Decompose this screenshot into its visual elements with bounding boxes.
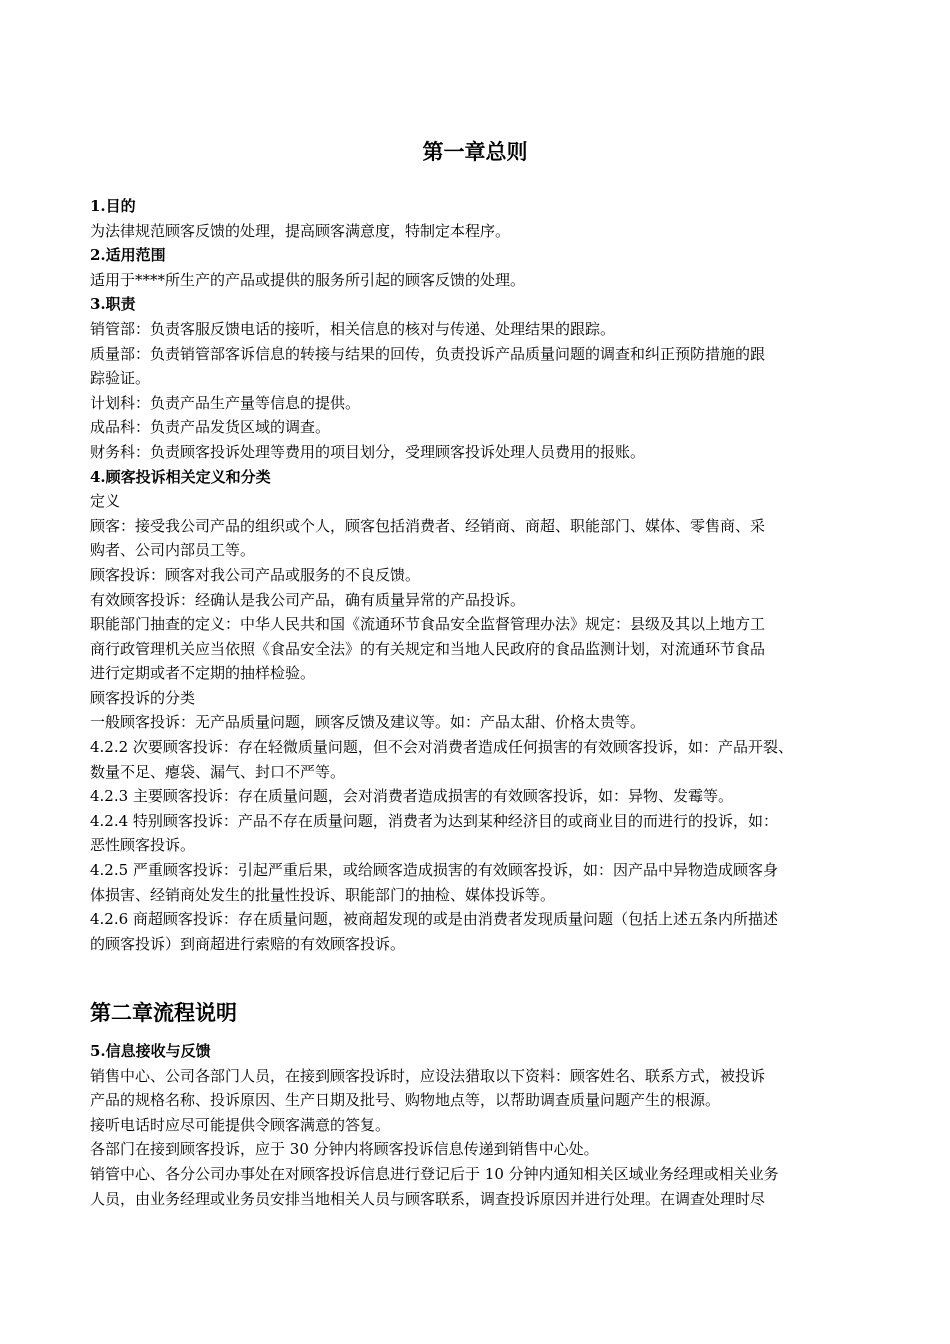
paragraph-line: 产品的规格名称、投诉原因、生产日期及批号、购物地点等，以帮助调查质量问题产生的根源。 <box>90 1091 721 1110</box>
paragraph-line: 销售中心、公司各部门人员，在接到顾客投诉时，应设法猎取以下资料：顾客姓名、联系方式，被投诉 <box>90 1066 766 1085</box>
paragraph-line: 职能部门抽查的定义：中华人民共和国《流通环节食品安全监督管理办法》规定：县级及其以上地方工 <box>90 615 766 634</box>
paragraph-line: 体损害、经销商处发生的批量性投诉、职能部门的抽检、媒体投诉等。 <box>90 885 556 904</box>
paragraph-line: 4.2.4 特别顾客投诉：产品不存在质量问题，消费者为达到某种经济目的或商业目的而进行的投诉，如： <box>90 811 778 830</box>
paragraph-line: 人员，由业务经理或业务员安排当地相关人员与顾客联系，调查投诉原因并进行处理。在调查处理时尽 <box>90 1189 766 1208</box>
paragraph-line: 成品科：负责产品发货区域的调查。 <box>90 418 331 437</box>
paragraph-line: 恶性顾客投诉。 <box>90 836 196 855</box>
paragraph-line: 顾客：接受我公司产品的组织或个人，顾客包括消费者、经销商、商超、职能部门、媒体、零售商、采 <box>90 516 766 535</box>
paragraph-line: 商行政管理机关应当依照《食品安全法》的有关规定和当地人民政府的食品监测计划，对流通环节食品 <box>90 639 766 658</box>
section-heading: 5.信息接收与反馈 <box>90 1042 211 1060</box>
section-heading: 3.职责 <box>90 295 136 314</box>
paragraph-line: 4.2.5 严重顾客投诉：引起严重后果，或给顾客造成损害的有效顾客投诉，如：因产品中异物造成顾客身 <box>90 861 778 880</box>
paragraph-line: 各部门在接到顾客投诉，应于 30 分钟内将顾客投诉信息传递到销售中心处。 <box>90 1140 599 1159</box>
paragraph-line: 适用于****所生产的产品或提供的服务所引起的顾客反馈的处理。 <box>90 270 526 289</box>
paragraph-line: 购者、公司内部员工等。 <box>90 541 256 560</box>
paragraph-line: 有效顾客投诉：经确认是我公司产品，确有质量异常的产品投诉。 <box>90 590 526 609</box>
paragraph-line: 接听电话时应尽可能提供令顾客满意的答复。 <box>90 1115 391 1134</box>
paragraph-line: 一般顾客投诉：无产品质量问题，顾客反馈及建议等。如：产品太甜、价格太贵等。 <box>90 713 646 732</box>
chapter-1-body <box>90 194 865 956</box>
paragraph-line: 4.2.3 主要顾客投诉：存在质量问题，会对消费者造成损害的有效顾客投诉，如：异物、发霉等。 <box>90 787 733 806</box>
paragraph-line: 数量不足、瘪袋、漏气、封口不严等。 <box>90 762 346 781</box>
paragraph-line: 4.2.6 商超顾客投诉：存在质量问题，被商超发现的或是由消费者发现质量问题（包括上述五条内所描述 <box>90 910 778 929</box>
paragraph-line: 质量部：负责销管部客诉信息的转接与结果的回传，负责投诉产品质量问题的调查和纠正预防措施的跟 <box>90 344 766 363</box>
chapter-1-title: 第一章总则 <box>422 139 528 164</box>
paragraph-line: 计划科：负责产品生产量等信息的提供。 <box>90 393 361 412</box>
chapter-2-title: 第二章流程说明 <box>90 1000 237 1025</box>
paragraph-line: 踪验证。 <box>90 369 151 388</box>
chapter-2-body <box>90 1039 865 1211</box>
paragraph-line: 销管部：负责客服反馈电话的接听，相关信息的核对与传递、处理结果的跟踪。 <box>90 319 616 338</box>
section-heading: 4.顾客投诉相关定义和分类 <box>90 467 271 486</box>
section-heading: 1.目的 <box>90 197 136 215</box>
paragraph-line: 定义 <box>90 492 121 511</box>
paragraph-line: 为法律规范顾客反馈的处理，提高顾客满意度，特制定本程序。 <box>90 221 511 240</box>
paragraph-line: 4.2.2 次要顾客投诉：存在轻微质量问题，但不会对消费者造成任何损害的有效顾客投诉，如：产品开裂、 <box>90 738 793 757</box>
paragraph-line: 财务科：负责顾客投诉处理等费用的项目划分，受理顾客投诉处理人员费用的报账。 <box>90 442 646 461</box>
paragraph-line: 销管中心、各分公司办事处在对顾客投诉信息进行登记后于 10 分钟内通知相关区域业务经理或相关业务 <box>90 1164 779 1183</box>
section-heading: 2.适用范围 <box>90 246 166 265</box>
paragraph-line: 的顾客投诉）到商超进行索赔的有效顾客投诉。 <box>90 934 406 953</box>
paragraph-line: 顾客投诉：顾客对我公司产品或服务的不良反馈。 <box>90 565 421 584</box>
paragraph-line: 进行定期或者不定期的抽样检验。 <box>90 664 316 683</box>
paragraph-line: 顾客投诉的分类 <box>90 688 196 707</box>
